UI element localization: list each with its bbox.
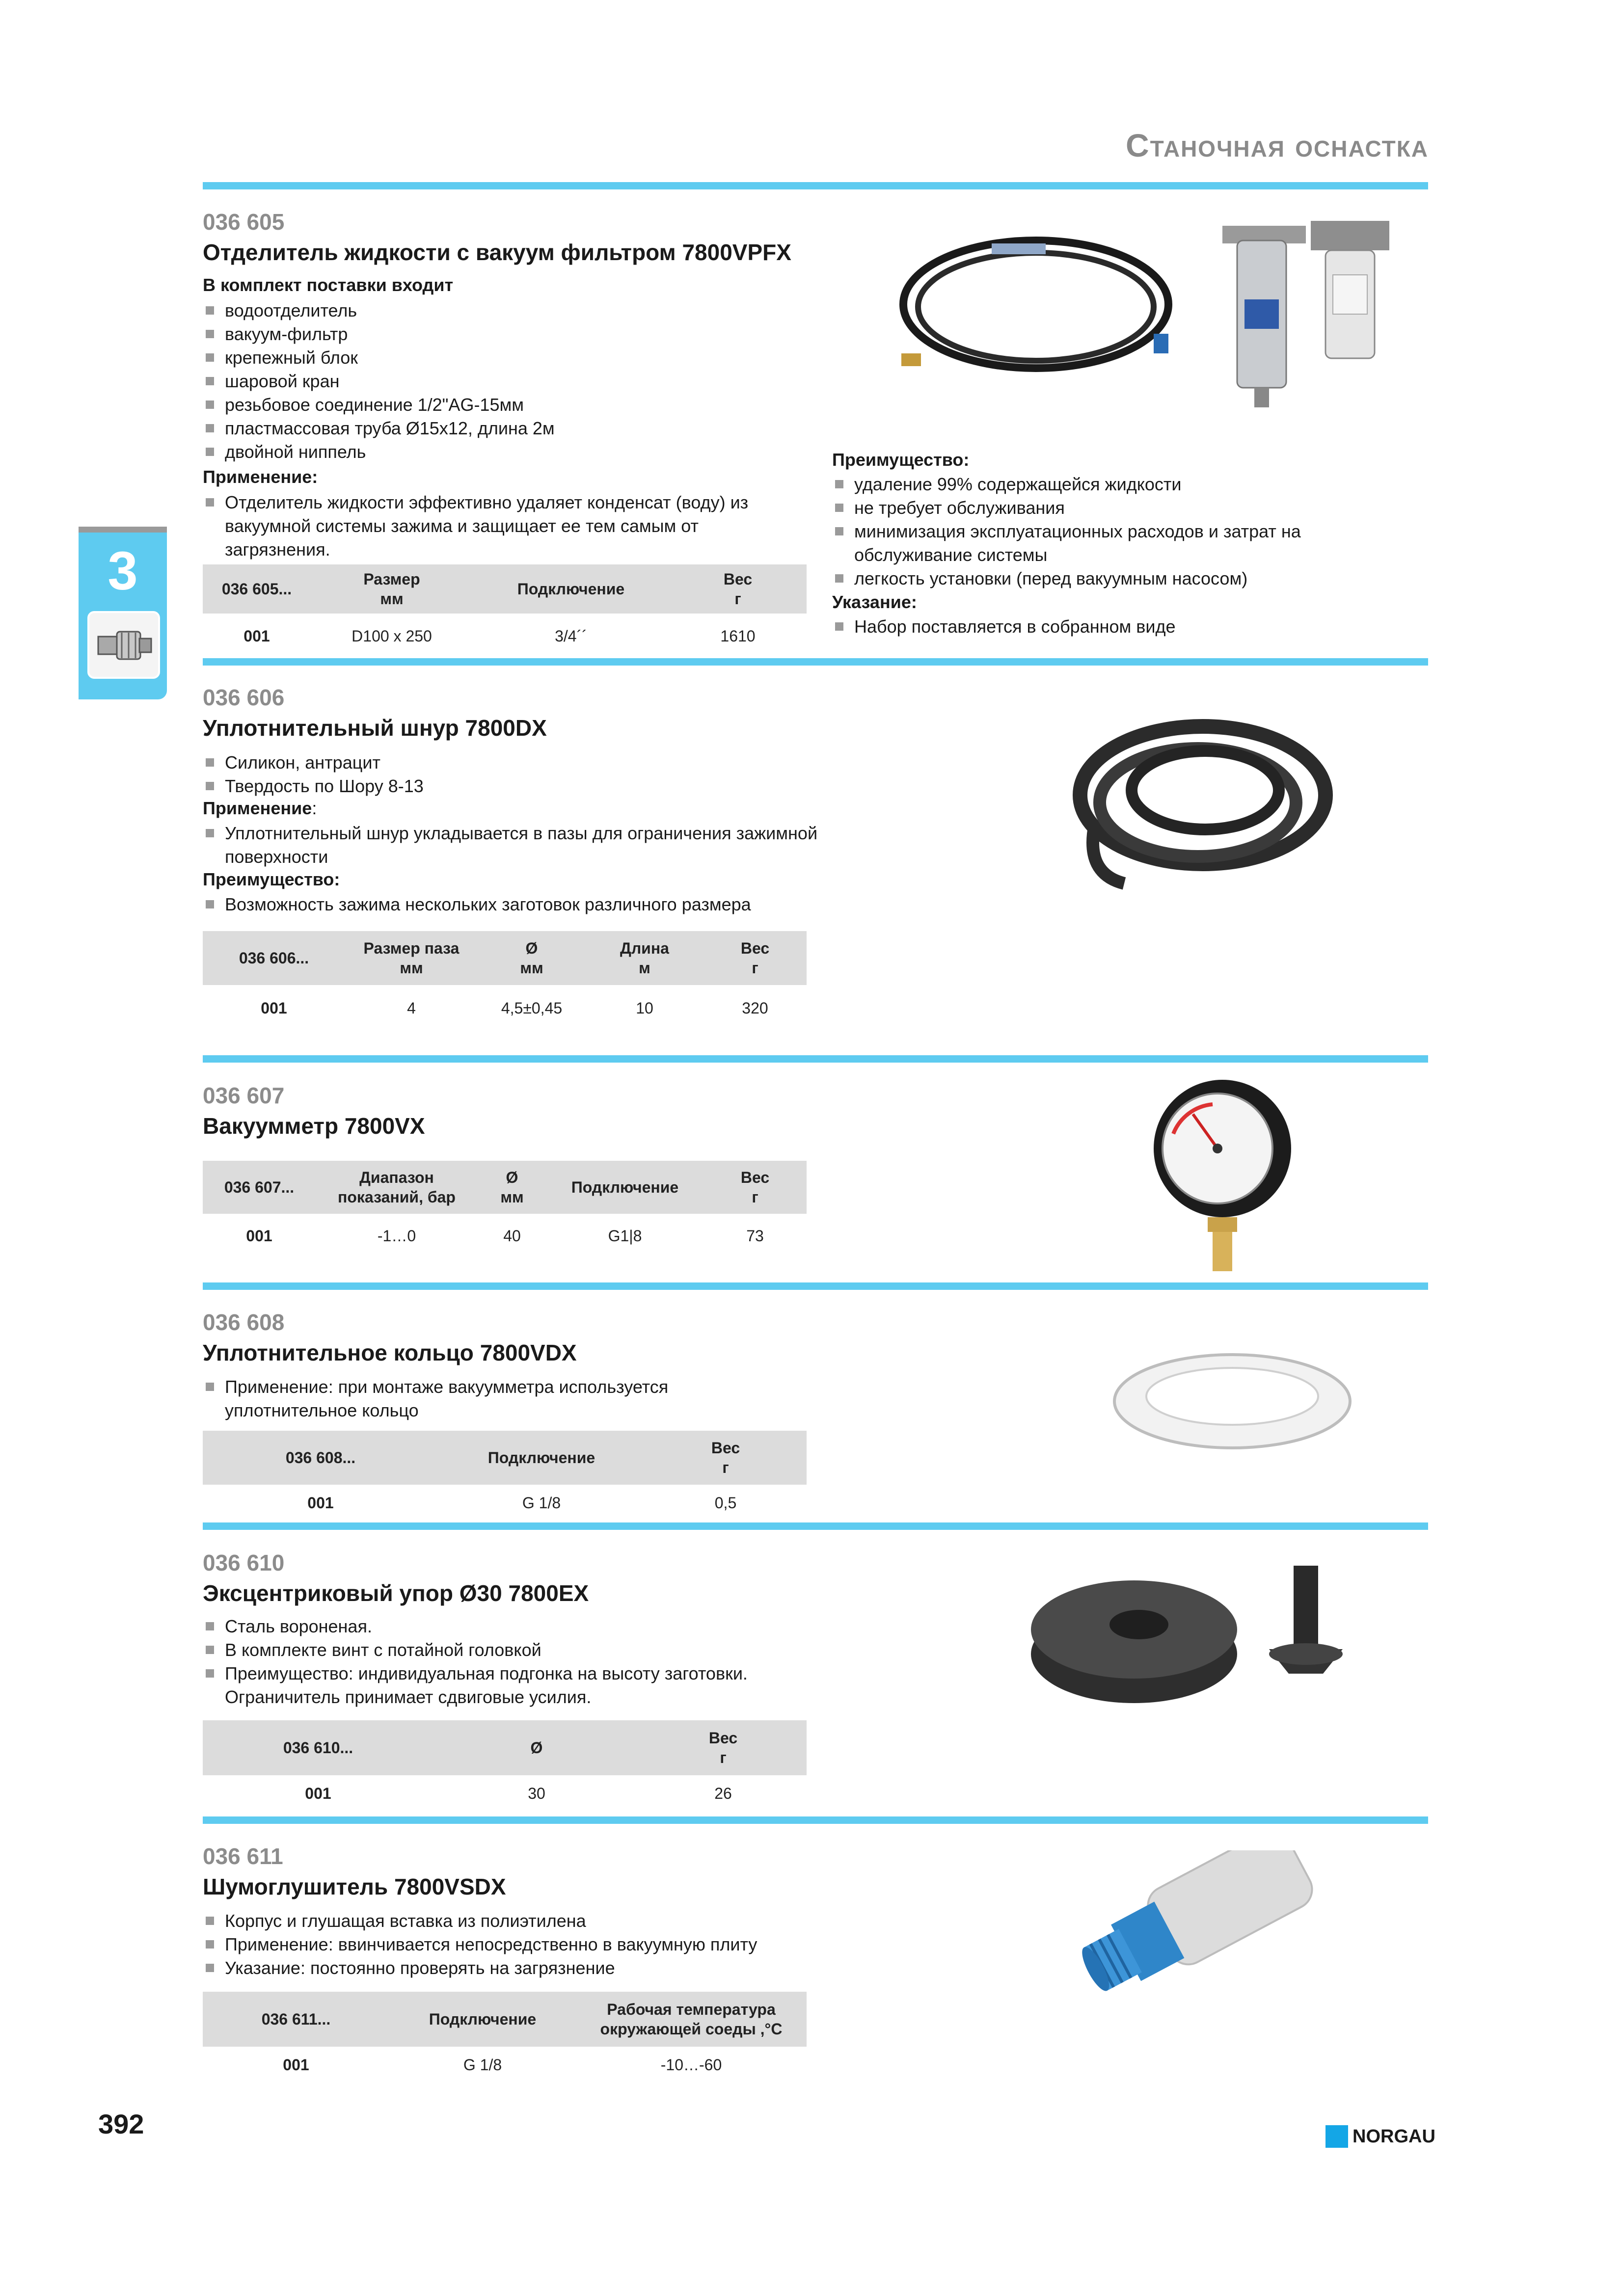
list-item: Преимущество: индивидуальная подгонка на высоту заготовки. Ограничитель принимает сдвиговые усилия. — [203, 1662, 816, 1709]
product-code: 036 611 — [203, 1843, 283, 1869]
sealing-cord-image — [1065, 697, 1340, 903]
list-item: Применение: при монтаже вакуумметра используется уплотнительное кольцо — [203, 1375, 767, 1422]
feature-list — [203, 751, 890, 798]
product-title: Вакуумметр 7800VX — [203, 1113, 425, 1139]
table-row: 001 D100 x 250 3/4´´ 1610 — [243, 627, 756, 645]
list-item: шаровой кран — [203, 370, 841, 393]
product-title: Уплотнительный шнур 7800DX — [203, 715, 547, 741]
table-header: Вес г — [703, 931, 807, 985]
list-item: Силикон, антрацит — [203, 751, 890, 774]
product-title: Уплотнительное кольцо 7800VDX — [203, 1340, 577, 1365]
product-table — [203, 1720, 807, 1812]
eccentric-stop-image — [1026, 1556, 1380, 1713]
product-title: Шумоглушитель 7800VSDX — [203, 1874, 506, 1899]
list-item: легкость установки (перед вакуумным насосом) — [832, 567, 1372, 590]
application-list — [203, 491, 782, 561]
application-list — [203, 822, 890, 869]
product-table — [203, 1431, 807, 1522]
separator-filter-image — [893, 206, 1414, 442]
silencer-image — [1070, 1850, 1355, 2047]
feature-list — [203, 1909, 890, 1980]
vacuum-gauge-image — [1139, 1075, 1306, 1281]
table-header: Размер паза мм — [345, 931, 478, 985]
list-item: Уплотнительный шнур укладывается в пазы для ограничения зажимной поверхности — [203, 822, 890, 869]
advantage-list — [203, 893, 890, 916]
note-heading: Указание: — [832, 592, 917, 612]
list-item: удаление 99% содержащейся жидкости — [832, 473, 1372, 496]
list-item: минимизация эксплуатационных расходов и затрат на обслуживание системы — [832, 520, 1372, 567]
product-table — [203, 1161, 807, 1258]
brand-name: NORGAU — [1352, 2126, 1435, 2147]
list-item: Набор поставляется в собранном виде — [832, 615, 1372, 639]
table-header: 036 608... — [203, 1431, 438, 1485]
divider — [203, 1816, 1428, 1824]
table-header: Ø мм — [478, 931, 586, 985]
list-item: Указание: постоянно проверять на загрязнение — [203, 1956, 890, 1980]
advantage-list — [832, 473, 1372, 590]
brand-logo-icon — [1325, 2125, 1348, 2148]
table-row: 001 G 1/8 0,5 — [307, 1494, 737, 1512]
table-header: 036 607... — [203, 1161, 316, 1214]
table-row: 001 G 1/8 -10…-60 — [283, 2056, 722, 2074]
advantage-heading: Преимущество: — [832, 450, 970, 470]
product-title: Отделитель жидкости с вакуум фильтром 7800VPFX — [203, 240, 791, 265]
table-header: Вес г — [703, 1161, 807, 1214]
product-code: 036 606 — [203, 685, 285, 710]
list-item: Применение: ввинчивается непосредственно в вакуумную плиту — [203, 1933, 890, 1956]
table-header: Подключение — [473, 564, 669, 614]
table-header: Рабочая температура окружающей соеды ,°C — [576, 1992, 807, 2047]
product-table — [203, 931, 807, 1032]
table-header: Подключение — [438, 1431, 645, 1485]
table-header: Подключение — [546, 1161, 703, 1214]
divider — [203, 1522, 1428, 1530]
list-item: резьбовое соединение 1/2"AG-15мм — [203, 393, 841, 417]
table-row: 001 4 4,5±0,45 10 320 — [261, 999, 768, 1017]
feature-list — [203, 1375, 767, 1422]
application-heading: Применение: — [203, 798, 317, 818]
divider — [203, 1282, 1428, 1290]
list-item: В комплекте винт с потайной головкой — [203, 1638, 816, 1662]
list-item: Возможность зажима нескольких заготовок различного размера — [203, 893, 890, 916]
table-header: 036 610... — [203, 1720, 433, 1775]
table-row: 001 -1…0 40 G1|8 73 — [246, 1227, 764, 1245]
divider — [203, 1055, 1428, 1063]
table-header: Длина м — [586, 931, 703, 985]
section-title: Станочная оснастка — [1125, 127, 1429, 163]
chapter-tab-top — [79, 527, 167, 533]
table-header: Вес г — [669, 564, 807, 614]
table-header: 036 611... — [203, 1992, 389, 2047]
chapter-number: 3 — [108, 541, 138, 601]
table-row: 001 30 26 — [305, 1785, 732, 1802]
product-code: 036 610 — [203, 1550, 285, 1575]
divider — [203, 658, 1428, 666]
feature-list — [203, 1615, 816, 1709]
list-item: пластмассовая труба Ø15x12, длина 2м — [203, 417, 841, 440]
table-header: 036 606... — [203, 931, 345, 985]
list-item: двойной ниппель — [203, 440, 841, 464]
application-heading: Применение: — [203, 467, 318, 487]
list-item: Корпус и глушащая вставка из полиэтилена — [203, 1909, 890, 1933]
page-number: 392 — [98, 2109, 144, 2139]
table-header: Диапазон показаний, бар — [316, 1161, 478, 1214]
divider — [203, 182, 1428, 189]
table-header: Подключение — [389, 1992, 576, 2047]
note-list — [832, 615, 1372, 639]
list-item: крепежный блок — [203, 346, 841, 370]
sealing-ring-image — [1105, 1345, 1360, 1453]
table-header: 036 605... — [203, 564, 311, 614]
list-item: Сталь вороненая. — [203, 1615, 816, 1638]
list-item: вакуум-фильтр — [203, 322, 841, 346]
product-code: 036 608 — [203, 1309, 285, 1335]
table-header: Ø — [433, 1720, 640, 1775]
list-item: Отделитель жидкости эффективно удаляет конденсат (воду) из вакуумной системы зажима и защищает ее тем самым от загрязнения. — [203, 491, 782, 561]
table-header: Размер мм — [311, 564, 473, 614]
kit-heading: В комплект поставки входит — [203, 275, 454, 295]
product-table — [203, 1992, 807, 2083]
table-header: Вес г — [645, 1431, 807, 1485]
list-item: не требует обслуживания — [832, 496, 1372, 520]
list-item: Твердость по Шору 8-13 — [203, 774, 890, 798]
table-header: Вес г — [640, 1720, 807, 1775]
product-title: Эксцентриковый упор Ø30 7800EX — [203, 1580, 589, 1606]
list-item: водоотделитель — [203, 299, 841, 322]
product-code: 036 607 — [203, 1083, 285, 1108]
coupling-icon — [87, 611, 160, 679]
product-table — [203, 564, 807, 659]
kit-list — [203, 299, 841, 464]
product-code: 036 605 — [203, 209, 285, 235]
advantage-heading: Преимущество: — [203, 869, 340, 889]
table-header: Ø мм — [478, 1161, 546, 1214]
